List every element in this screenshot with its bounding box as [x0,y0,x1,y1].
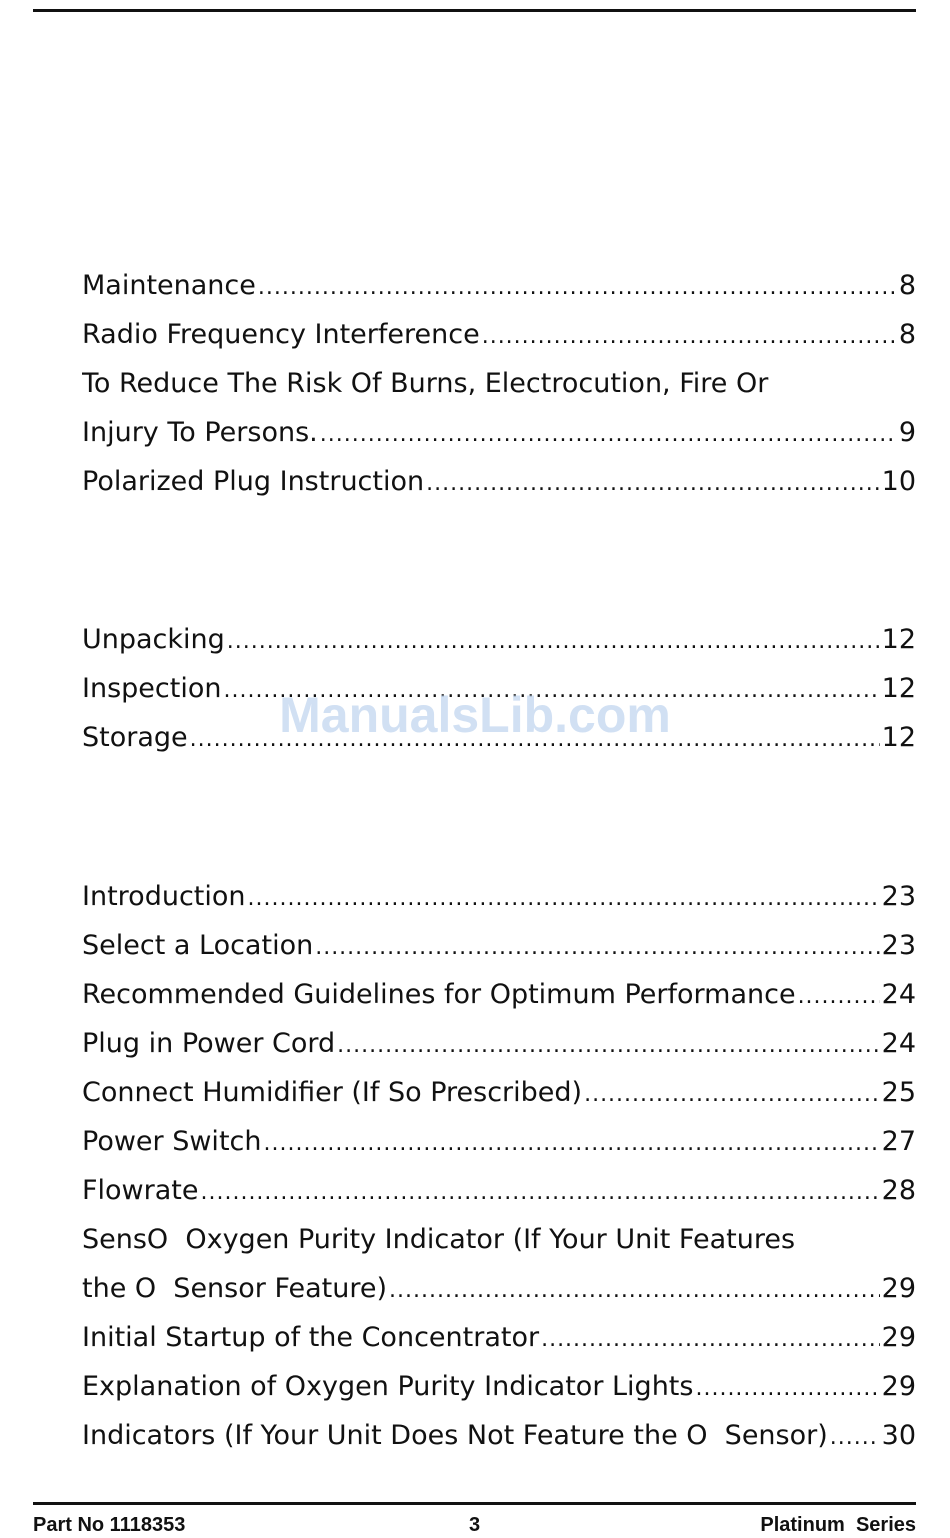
dot-leader [798,980,880,1009]
dot-leader [830,1421,880,1450]
dot-leader [223,674,879,703]
toc-entry-label: Storage [82,722,188,753]
toc-entry-page: 29 [881,1371,916,1402]
toc-entry-label: Power Switch [82,1126,262,1157]
footer-series: Platinum Series [760,1514,916,1536]
dot-leader [315,931,879,960]
toc-entry-label: Unpacking [82,624,225,655]
toc-section-setup [82,872,916,1460]
toc-entry-page: 30 [881,1420,916,1451]
toc-entry-page: 8 [898,319,916,350]
toc-entry-label: Polarized Plug Instruction [82,466,425,497]
toc-entry-label: Indicators (If Your Unit Does Not Feature the O Sensor) [82,1420,828,1451]
toc-entry-label: Recommended Guidelines for Optimum Performance [82,979,796,1010]
watermark: ManualsLib.com [279,687,671,743]
toc-entry-label: Injury To Persons. [82,417,318,448]
toc-entry-page: 23 [881,930,916,961]
toc-entry-label: To Reduce The Risk Of Burns, Electrocution, Fire Or [82,368,769,399]
toc-entry-label: Initial Startup of the Concentrator [82,1322,540,1353]
toc-entry-label: Inspection [82,673,222,704]
dot-leader [227,625,880,654]
dot-leader [541,1323,880,1352]
toc-entry-page: 8 [898,270,916,301]
toc-entry-label: Flowrate [82,1175,199,1206]
toc-entry[interactable] [82,1068,916,1117]
toc-entry[interactable] [82,457,916,506]
dot-leader [584,1078,880,1107]
toc-entry[interactable] [82,1362,916,1411]
toc-entry-label: Connect Humidifier (If So Prescribed) [82,1077,583,1108]
toc-entry[interactable] [82,1215,916,1264]
toc-entry-page: 9 [898,417,916,448]
footer-part-number: Part No 1118353 [33,1514,186,1536]
toc-entry-page: 23 [881,881,916,912]
toc-entry[interactable] [82,713,916,762]
toc-entry-label: SensO Oxygen Purity Indicator (If Your Unit Features [82,1224,796,1255]
dot-leader [190,723,880,752]
toc-entry-page: 25 [881,1077,916,1108]
toc-entry-page: 10 [881,466,916,497]
toc-entry[interactable] [82,872,916,921]
footer-page-number: 3 [468,1514,481,1536]
top-rule [33,9,916,12]
toc-entry[interactable] [82,1411,916,1460]
dot-leader [200,1176,879,1205]
bottom-rule [33,1502,916,1505]
toc-entry[interactable] [82,970,916,1019]
toc-entry-page: 27 [881,1126,916,1157]
toc-entry-page: 12 [881,673,916,704]
dot-leader [248,882,880,911]
toc-entry[interactable] [82,615,916,664]
toc-entry-label: Select a Location [82,930,314,961]
toc-entry[interactable] [82,921,916,970]
toc-entry[interactable] [82,1166,916,1215]
toc-entry-page: 29 [881,1273,916,1304]
toc-entry-label: Radio Frequency Interference [82,319,480,350]
toc-section-unpacking [82,615,916,762]
toc-entry-label: Maintenance [82,270,256,301]
dot-leader [389,1274,880,1303]
dot-leader [482,320,897,349]
toc-entry[interactable] [82,1019,916,1068]
toc-entry-label: Plug in Power Cord [82,1028,336,1059]
dot-leader [258,271,897,300]
dot-leader [426,467,880,496]
dot-leader [337,1029,879,1058]
dot-leader [320,418,897,447]
toc-section-safety [82,261,916,506]
toc-entry-page: 12 [881,624,916,655]
toc-entry-page: 28 [881,1175,916,1206]
toc-entry[interactable] [82,359,916,408]
toc-entry-label: Explanation of Oxygen Purity Indicator Lights [82,1371,694,1402]
toc-entry[interactable] [82,408,916,457]
dot-leader [263,1127,879,1156]
toc-entry-page: 29 [881,1322,916,1353]
toc-entry[interactable] [82,1264,916,1313]
toc-entry[interactable] [82,310,916,359]
toc-entry-label: the O Sensor Feature) [82,1273,388,1304]
toc-entry-label: Introduction [82,881,246,912]
dot-leader [695,1372,879,1401]
toc-entry[interactable] [82,1313,916,1362]
toc-entry[interactable] [82,664,916,713]
toc-entry-page: 24 [881,979,916,1010]
toc-entry[interactable] [82,1117,916,1166]
toc-entry-page: 24 [881,1028,916,1059]
page-footer [33,1512,916,1538]
toc-entry-page: 12 [881,722,916,753]
toc-entry[interactable] [82,261,916,310]
